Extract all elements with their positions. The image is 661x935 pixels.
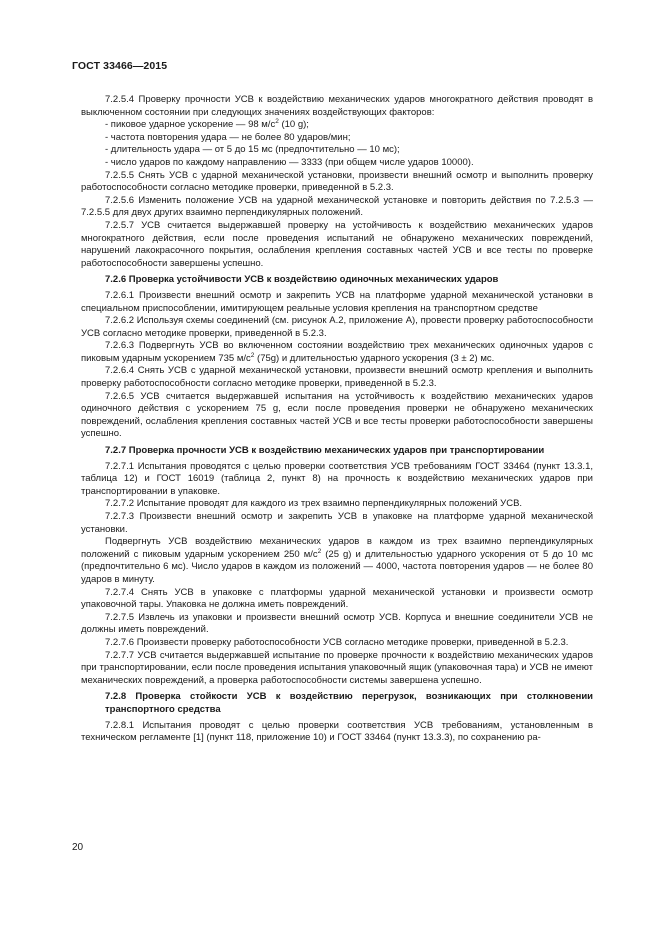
paragraph-text-continued: (10 g); — [278, 119, 309, 131]
paragraph-text: 7.2.7.5 Извлечь из упаковки и произвести внешний осмотр УСВ. Корпуса и внешние соединители УСВ не должны иметь повреждений. — [81, 611, 593, 636]
paragraph — [81, 391, 593, 441]
page-number: 20 — [72, 842, 84, 853]
paragraph — [81, 340, 593, 365]
paragraph-text: 7.2.5.4 Проверку прочности УСВ к воздействию механических ударов многократного действия проводят в выключенном состоянии при следующих значениях воздействующих факторов: — [81, 94, 593, 118]
paragraph-text: 7.2.6.3 Подвергнуть УСВ во включенном состоянии воздействию трех механических одиночных ударов с пиковым ударным ускорением 735 м/с — [81, 340, 593, 364]
paragraph — [81, 720, 593, 745]
document-id-header: ГОСТ 33466—2015 — [72, 60, 168, 72]
paragraph-text: 7.2.7 Проверка прочности УСВ к воздействию механических ударов при транспортировании — [105, 445, 545, 457]
superscript: 2 — [250, 351, 255, 359]
paragraph — [81, 536, 593, 586]
paragraph — [81, 612, 593, 637]
paragraph — [81, 365, 593, 390]
list-item — [81, 157, 593, 170]
paragraph — [81, 511, 593, 536]
paragraph-text: 7.2.6 Проверка устойчивости УСВ к воздействию одиночных механических ударов — [105, 274, 499, 286]
paragraph-text: 7.2.7.7 УСВ считается выдержавшей испытание по проверке прочности к воздействию механических ударов при транспортировании, если после проведения испытания упаковочный ящик (упаковочная тара) и УСВ не имеют механических повреждений, а проверка работоспособности системы завершена успешно. — [81, 649, 593, 686]
paragraph — [81, 461, 593, 499]
paragraph — [81, 94, 593, 119]
paragraph — [81, 315, 593, 340]
superscript: 2 — [275, 118, 279, 126]
list-item — [81, 119, 593, 132]
paragraph — [81, 220, 593, 270]
document-body — [81, 94, 593, 745]
paragraph — [81, 650, 593, 688]
section-heading — [81, 691, 593, 716]
paragraph-text: - число ударов по каждому направлению — 3333 (при общем числе ударов 10000). — [105, 156, 474, 168]
paragraph-text: Подвергнуть УСВ воздействию механических ударов в каждом из трех взаимно перпендикулярных положений с пиковым ударным ускорением 250 м/с — [81, 536, 593, 560]
paragraph-text: 7.2.8.1 Испытания проводят с целью проверки соответствия УСВ требованиям, установленным в техническом регламенте [1] (пункт 118, приложение 10) и ГОСТ 33464 (пункт 13.3.3), по сохранению ра- — [81, 719, 593, 744]
paragraph-text-continued: (25 g) и длительностью ударного ускорения от 5 до 10 мс (предпочтительно 6 мс). Число ударов в каждом из положений — 4000, частота повторения ударов — не более 80 ударов в минуту. — [81, 548, 593, 585]
paragraph-text: 7.2.5.5 Снять УСВ с ударной механической установки, произвести внешний осмотр и выполнить проверку работоспособности согласно методике проверки, приведенной в 5.2.3. — [81, 169, 593, 194]
paragraph-text: 7.2.7.6 Произвести проверку работоспособности УСВ согласно методике проверки, приведенной в 5.2.3. — [105, 636, 569, 648]
paragraph-text: - пиковое ударное ускорение — 98 м/с — [105, 119, 276, 131]
paragraph-text: - частота повторения удара — не более 80 ударов/мин; — [105, 131, 351, 143]
paragraph-text: 7.2.6.4 Снять УСВ с ударной механической установки, произвести внешний осмотр крепления и выполнить проверку работоспособности согласно методике проверки, приведенной в 5.2.3. — [81, 365, 593, 390]
paragraph-text: 7.2.7.1 Испытания проводятся с целью проверки соответствия УСВ требованиям ГОСТ 33464 (пункт 13.3.1, таблица 12) и ГОСТ 16019 (таблица 2, пункт 8) на прочность к воздействию механических ударов при транспортировании в упаковке. — [81, 460, 593, 497]
paragraph-text: 7.2.5.7 УСВ считается выдержавшей проверку на устойчивость к воздействию механических ударов многократного действия, если после проведения испытаний не обнаружено механических повреждений, нарушений лакокрасочного покрытия, ослабления крепления составных частей УСВ и все тесты по проверке работоспособности завершены успешно. — [81, 219, 593, 269]
paragraph-text-continued: (75g) и длительностью ударного ускорения (3 ± 2) мс. — [254, 352, 495, 364]
paragraph-text: 7.2.5.6 Изменить положение УСВ на ударной механической установке и повторить действия по 7.2.5.3 — 7.2.5.5 для двух других взаимно перпендикулярных положений. — [81, 194, 593, 219]
paragraph-text: 7.2.8 Проверка стойкости УСВ к воздействию перегрузок, возникающих при столкновении транспортного средства — [105, 691, 593, 715]
paragraph — [81, 498, 593, 511]
paragraph-text: 7.2.6.2 Используя схемы соединений (см. рисунок А.2, приложение А), провести проверку работоспособности УСВ согласно методике проверки, приведенной в 5.2.3. — [81, 315, 593, 339]
paragraph-text: 7.2.6.1 Произвести внешний осмотр и закрепить УСВ на платформе ударной механической установки в специальном приспособлении, имитирующем реальные условия крепления на транспортном средстве — [81, 289, 593, 314]
paragraph-text: 7.2.7.4 Снять УСВ в упаковке с платформы ударной механической установки и произвести осмотр упаковочной тары. Упаковка не должна иметь повреждений. — [81, 586, 593, 611]
paragraph-text: 7.2.7.2 Испытание проводят для каждого из трех взаимно перпендикулярных положений УСВ. — [105, 498, 523, 510]
paragraph — [81, 195, 593, 220]
list-item — [81, 144, 593, 157]
paragraph — [81, 290, 593, 315]
paragraph-text: 7.2.6.5 УСВ считается выдержавшей испытания на устойчивость к воздействию механических ударов одиночного действия с ускорением 75 g, если после проведения проверки не обнаружено механических повреждений, ослабления крепления составных частей УСВ и все тесты проверки работоспособности завершены успешно. — [81, 390, 593, 440]
section-heading — [81, 445, 593, 458]
paragraph — [81, 170, 593, 195]
list-item — [81, 132, 593, 145]
paragraph-text: 7.2.7.3 Произвести внешний осмотр и закрепить УСВ в упаковке на платформе ударной механической установки. — [81, 511, 593, 535]
paragraph-text: - длительность удара — от 5 до 15 мс (предпочтительно — 10 мс); — [105, 144, 400, 156]
superscript: 2 — [317, 547, 322, 555]
section-heading — [81, 274, 593, 287]
paragraph — [81, 637, 593, 650]
paragraph — [81, 587, 593, 612]
